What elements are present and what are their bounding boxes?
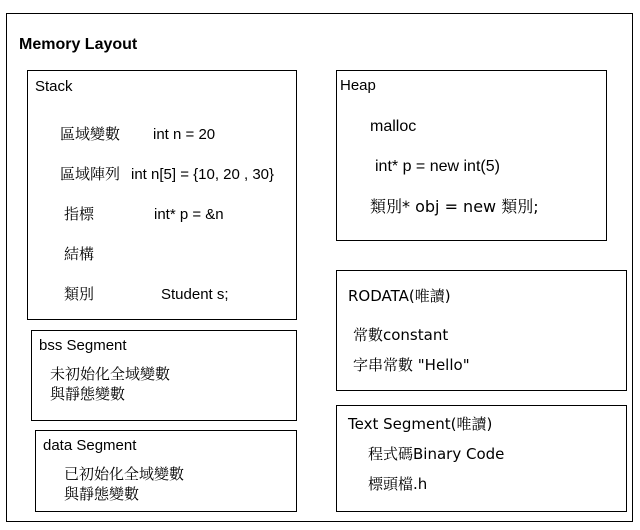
rodata-line: 常數constant [353,326,449,344]
stack-row-label: 區域陣列 [60,165,121,183]
text-segment-line: 標頭檔.h [368,475,428,493]
text-segment-title: Text Segment(唯讀) [348,415,493,433]
stack-row-code: int n = 20 [153,126,216,143]
rodata-box [336,270,627,391]
stack-row-code: int n[5] = {10, 20 , 30} [131,166,275,183]
data-segment-title: data Segment [43,437,137,454]
rodata-title: RODATA(唯讀) [348,287,451,305]
bss-segment-box [31,330,297,421]
stack-box [27,70,297,320]
diagram-title: Memory Layout [19,36,138,53]
heap-box [336,70,607,241]
data-segment-box [35,430,297,512]
bss-segment-line: 與靜態變數 [50,385,126,403]
stack-title: Stack [35,78,73,95]
stack-row-code: Student s; [161,286,229,303]
rodata-line: 字串常數 "Hello" [353,356,470,374]
data-segment-line: 與靜態變數 [64,485,140,503]
bss-segment-line: 未初始化全域變數 [50,365,171,383]
bss-segment-title: bss Segment [39,337,127,354]
heap-line: int* p = new int(5) [375,158,500,175]
data-segment-line: 已初始化全域變數 [64,465,185,483]
heap-line: malloc [370,118,417,135]
heap-title: Heap [340,77,376,94]
text-segment-box [336,405,627,512]
text-segment-line: 程式碼Binary Code [368,445,505,463]
stack-row-label: 指標 [64,205,95,223]
stack-row-code: int* p = &n [154,206,224,223]
heap-line: 類別* obj = new 類別; [370,197,539,216]
stack-row-label: 區域變數 [60,125,121,143]
stack-row-label: 結構 [64,245,95,263]
stack-row-label: 類別 [64,285,95,303]
